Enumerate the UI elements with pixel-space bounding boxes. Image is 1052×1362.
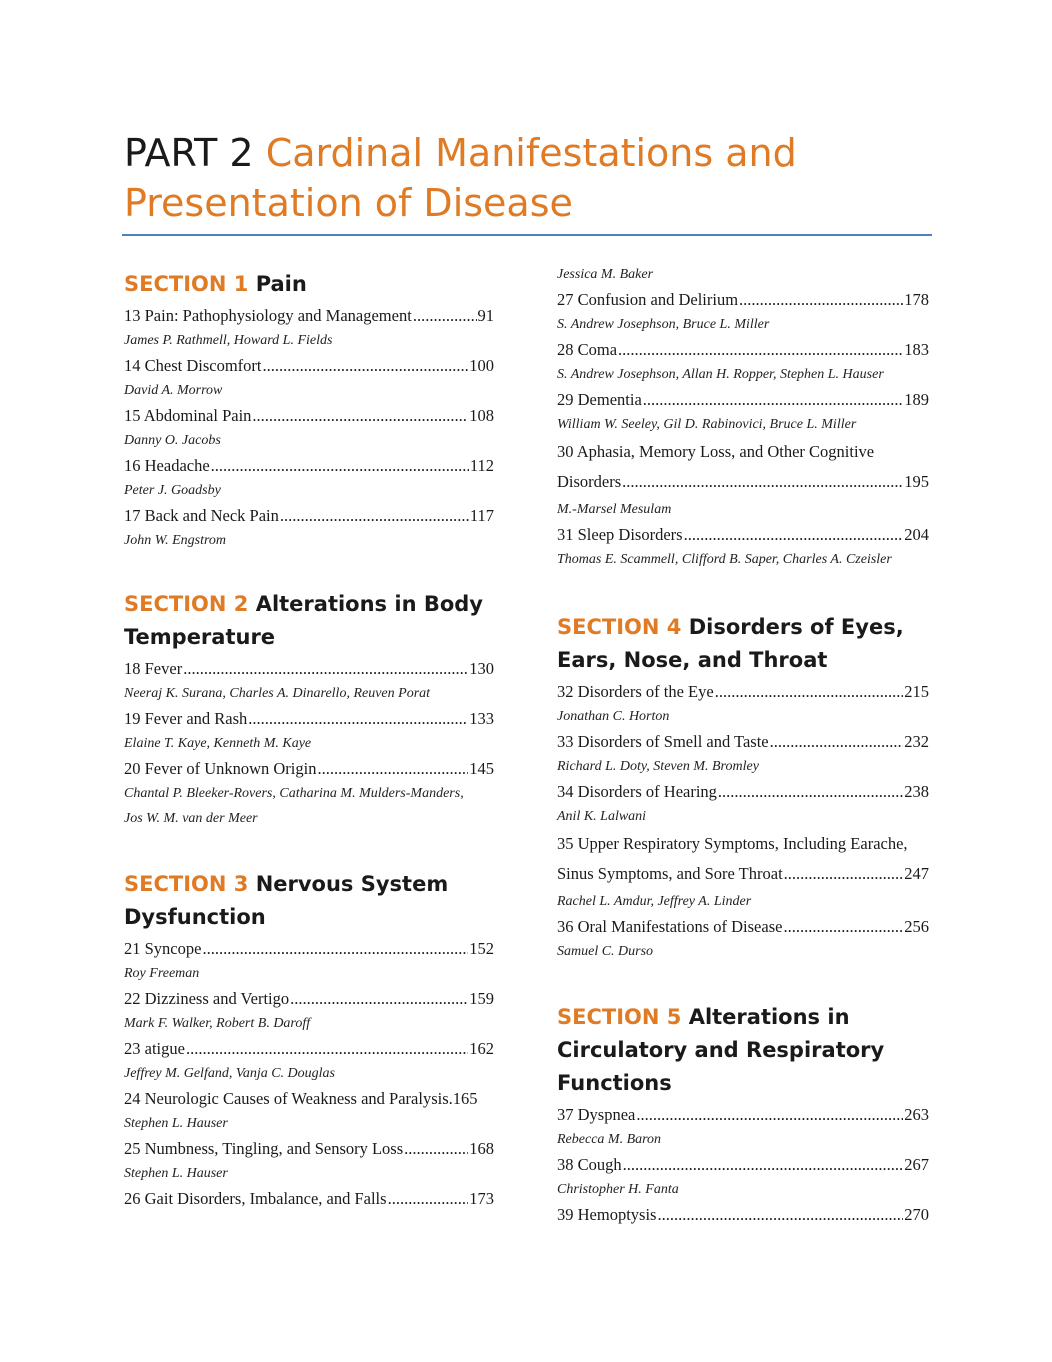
leader-dots xyxy=(252,403,468,428)
page-number: 183 xyxy=(904,340,929,359)
section-name-line1: Nervous System xyxy=(255,872,449,896)
toc-entry-39[interactable] xyxy=(557,1202,929,1227)
toc-entry-31[interactable] xyxy=(557,522,929,547)
leader-dots xyxy=(248,706,468,731)
toc-entry-33[interactable] xyxy=(557,729,929,754)
left-column xyxy=(124,268,494,1211)
leader-dots xyxy=(413,303,477,328)
page-number: 256 xyxy=(904,917,929,936)
page-number: 238 xyxy=(904,782,929,801)
chapter-title: 36 Oral Manifestations of Disease xyxy=(557,917,783,936)
page-number: 168 xyxy=(469,1139,494,1158)
section-name-line2: Dysfunction xyxy=(124,905,266,929)
toc-entry-15[interactable] xyxy=(124,403,494,428)
leader-dots xyxy=(643,387,903,412)
page-number: 270 xyxy=(904,1205,929,1224)
toc-entry-25[interactable] xyxy=(124,1136,494,1161)
page-number: 112 xyxy=(469,456,494,475)
section-1 xyxy=(124,268,494,553)
chapter-title: 38 Cough xyxy=(557,1155,622,1174)
toc-entry-36[interactable] xyxy=(557,914,929,939)
chapter-authors: Danny O. Jacobs xyxy=(124,433,221,448)
section-name-line1: Disorders of Eyes, xyxy=(688,615,904,639)
chapter-authors: Stephen L. Hauser xyxy=(124,1166,228,1181)
section-name-line2: Temperature xyxy=(124,625,276,649)
toc-entry-30[interactable] xyxy=(557,437,929,497)
page-number: 247 xyxy=(904,864,929,883)
chapter-title: 18 Fever xyxy=(124,659,183,678)
page-number: 145 xyxy=(469,759,494,778)
toc-entry-23[interactable] xyxy=(124,1036,494,1061)
toc-entry-26[interactable] xyxy=(124,1186,494,1211)
chapter-authors: Jonathan C. Horton xyxy=(557,709,670,724)
section-3 xyxy=(124,868,494,1211)
chapter-title: 34 Disorders of Hearing xyxy=(557,782,717,801)
chapter-authors: Samuel C. Durso xyxy=(557,944,654,959)
section-name-line2: Circulatory and Respiratory xyxy=(557,1038,885,1062)
toc-entry-37[interactable] xyxy=(557,1102,929,1127)
toc-entry-19[interactable] xyxy=(124,706,494,731)
leader-dots xyxy=(404,1136,468,1161)
section-4 xyxy=(557,611,929,964)
toc-entry-24[interactable] xyxy=(124,1086,494,1111)
toc-entry-21[interactable] xyxy=(124,936,494,961)
chapter-authors: S. Andrew Josephson, Bruce L. Miller xyxy=(557,317,770,332)
page-number: 173 xyxy=(469,1189,494,1208)
title-divider xyxy=(122,234,932,236)
toc-entry-34[interactable] xyxy=(557,779,929,804)
chapter-title: 39 Hemoptysis xyxy=(557,1205,657,1224)
chapter-title: 30 Aphasia, Memory Loss, and Other Cognitive xyxy=(557,442,875,461)
section-heading xyxy=(124,588,494,654)
section-number: SECTION 5 xyxy=(557,1005,682,1029)
leader-dots xyxy=(290,986,468,1011)
toc-entry-17[interactable] xyxy=(124,503,494,528)
chapter-authors: James P. Rathmell, Howard L. Fields xyxy=(124,333,333,348)
chapter-authors: S. Andrew Josephson, Allan H. Ropper, Stephen L. Hauser xyxy=(557,367,884,382)
page-number: 204 xyxy=(904,525,929,544)
leader-dots xyxy=(280,503,469,528)
page-number: 195 xyxy=(904,472,929,491)
chapter-title: 16 Headache xyxy=(124,456,210,475)
chapter-authors: Rebecca M. Baron xyxy=(557,1132,662,1147)
chapter-authors: Thomas E. Scammell, Clifford B. Saper, Charles A. Czeisler xyxy=(557,552,892,567)
chapter-title: 21 Syncope xyxy=(124,939,202,958)
chapter-title: 14 Chest Discomfort xyxy=(124,356,262,375)
chapter-authors: Stephen L. Hauser xyxy=(124,1116,228,1131)
chapter-authors: Chantal P. Bleeker-Rovers, Catharina M. Mulders-Manders, xyxy=(124,786,464,801)
chapter-title: 33 Disorders of Smell and Taste xyxy=(557,732,769,751)
section-name-line1: Alterations in Body xyxy=(255,592,483,616)
page-number: 165 xyxy=(452,1089,478,1108)
right-column xyxy=(557,262,929,1227)
leader-dots xyxy=(623,1152,904,1177)
page-number: 133 xyxy=(469,709,494,728)
leader-dots xyxy=(183,656,468,681)
leader-dots xyxy=(715,679,904,704)
page-number: 152 xyxy=(469,939,494,958)
section-2 xyxy=(124,588,494,831)
section-number: SECTION 4 xyxy=(557,615,682,639)
chapter-authors: Christopher H. Fanta xyxy=(557,1182,679,1197)
chapter-authors-cont: Jos W. M. van der Meer xyxy=(124,811,258,826)
leader-dots xyxy=(718,779,903,804)
chapter-authors: Jeffrey M. Gelfand, Vanja C. Douglas xyxy=(124,1066,336,1081)
page-number: 159 xyxy=(469,989,494,1008)
toc-entry-27[interactable] xyxy=(557,287,929,312)
chapter-title: 32 Disorders of the Eye xyxy=(557,682,714,701)
chapter-authors: Rachel L. Amdur, Jeffrey A. Linder xyxy=(557,894,752,909)
leader-dots xyxy=(186,1036,468,1061)
leader-dots xyxy=(211,453,469,478)
chapter-title: 26 Gait Disorders, Imbalance, and Falls xyxy=(124,1189,387,1208)
chapter-title: 20 Fever of Unknown Origin xyxy=(124,759,317,778)
chapter-authors: Richard L. Doty, Steven M. Bromley xyxy=(557,759,759,774)
leader-dots xyxy=(317,756,468,781)
chapter-authors: William W. Seeley, Gil D. Rabinovici, Bruce L. Miller xyxy=(557,417,857,432)
leader-dots xyxy=(622,467,903,497)
chapter-title: 19 Fever and Rash xyxy=(124,709,248,728)
chapter-authors: Elaine T. Kaye, Kenneth M. Kaye xyxy=(124,736,312,751)
toc-entry-20[interactable] xyxy=(124,756,494,781)
section-name-line3: Functions xyxy=(557,1071,672,1095)
chapter-authors: Jessica M. Baker xyxy=(557,267,654,282)
chapter-authors: John W. Engstrom xyxy=(124,533,227,548)
section-name: Pain xyxy=(255,272,307,296)
section-heading xyxy=(124,268,494,301)
page-number: 263 xyxy=(904,1105,929,1124)
section-heading xyxy=(557,1001,929,1100)
page-number: 100 xyxy=(469,356,494,375)
chapter-title: 15 Abdominal Pain xyxy=(124,406,252,425)
part-title-line1: Cardinal Manifestations and xyxy=(265,131,797,175)
toc-entry-29[interactable] xyxy=(557,387,929,412)
toc-entry-22[interactable] xyxy=(124,986,494,1011)
page-number: 108 xyxy=(469,406,494,425)
leader-dots xyxy=(388,1186,469,1211)
chapter-title: 27 Confusion and Delirium xyxy=(557,290,739,309)
toc-entry-13[interactable] xyxy=(124,303,494,328)
chapter-authors: M.-Marsel Mesulam xyxy=(557,502,672,517)
chapter-authors: Neeraj K. Surana, Charles A. Dinarello, Reuven Porat xyxy=(124,686,431,701)
toc-entry-16[interactable] xyxy=(124,453,494,478)
page-number: 178 xyxy=(904,290,929,309)
chapter-title: 23 atigue xyxy=(124,1039,185,1058)
toc-entry-18[interactable] xyxy=(124,656,494,681)
page-number: 232 xyxy=(904,732,929,751)
page-number: 162 xyxy=(469,1039,494,1058)
section-name-line2: Ears, Nose, and Throat xyxy=(557,648,828,672)
section-heading xyxy=(557,611,929,677)
chapter-authors: Peter J. Goadsby xyxy=(124,483,221,498)
page-number: 117 xyxy=(469,506,494,525)
chapter-authors: David A. Morrow xyxy=(124,383,223,398)
chapter-title: 24 Neurologic Causes of Weakness and Paralysis. xyxy=(124,1089,453,1108)
leader-dots xyxy=(784,859,904,889)
leader-dots xyxy=(263,353,469,378)
chapter-authors: Anil K. Lalwani xyxy=(557,809,647,824)
chapter-title: 25 Numbness, Tingling, and Sensory Loss xyxy=(124,1139,404,1158)
page-number: 189 xyxy=(904,390,929,409)
toc-entry-38[interactable] xyxy=(557,1152,929,1177)
section-number: SECTION 2 xyxy=(124,592,249,616)
page-number: 130 xyxy=(469,659,494,678)
chapter-title: 31 Sleep Disorders xyxy=(557,525,683,544)
page-number: 267 xyxy=(904,1155,929,1174)
page-number: 215 xyxy=(904,682,929,701)
chapter-title-cont: Sinus Symptoms, and Sore Throat xyxy=(557,864,783,883)
chapter-title: 22 Dizziness and Vertigo xyxy=(124,989,290,1008)
leader-dots xyxy=(636,1102,903,1127)
toc-entry-14[interactable] xyxy=(124,353,494,378)
chapter-title: 17 Back and Neck Pain xyxy=(124,506,279,525)
chapter-title: 35 Upper Respiratory Symptoms, Including Earache, xyxy=(557,834,908,853)
chapter-title-cont: Disorders xyxy=(557,472,622,491)
toc-entry-32[interactable] xyxy=(557,679,929,704)
section-number: SECTION 1 xyxy=(124,272,249,296)
chapter-title: 29 Dementia xyxy=(557,390,642,409)
section-5 xyxy=(557,1001,929,1227)
toc-entry-28[interactable] xyxy=(557,337,929,362)
leader-dots xyxy=(783,914,903,939)
section-number: SECTION 3 xyxy=(124,872,249,896)
chapter-authors: Mark F. Walker, Robert B. Daroff xyxy=(124,1016,311,1031)
leader-dots xyxy=(684,522,904,547)
chapter-authors: Roy Freeman xyxy=(124,966,200,981)
part-label: PART 2 xyxy=(124,131,254,175)
toc-entry-35[interactable] xyxy=(557,829,929,889)
chapter-title: 28 Coma xyxy=(557,340,618,359)
section-heading xyxy=(124,868,494,934)
chapter-title: 13 Pain: Pathophysiology and Management xyxy=(124,306,412,325)
leader-dots xyxy=(202,936,468,961)
part-title-line2: Presentation of Disease xyxy=(124,181,573,225)
section-name-line1: Alterations in xyxy=(688,1005,850,1029)
leader-dots xyxy=(657,1202,903,1227)
leader-dots xyxy=(739,287,903,312)
chapter-title: 37 Dyspnea xyxy=(557,1105,636,1124)
leader-dots xyxy=(618,337,903,362)
page-number: 91 xyxy=(477,306,494,325)
leader-dots xyxy=(770,729,904,754)
page-title xyxy=(124,128,944,228)
